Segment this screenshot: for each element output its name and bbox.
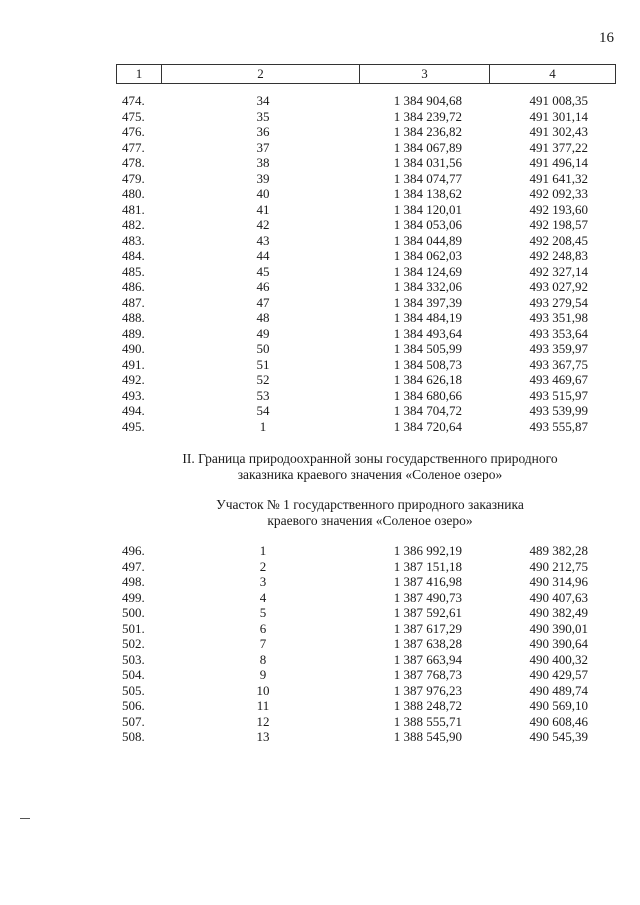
coord-y: 493 539,99	[529, 403, 588, 418]
coord-x: 1 387 663,94	[393, 651, 462, 667]
point-number: 44	[256, 248, 270, 263]
table-row	[0, 140, 640, 156]
coord-y: 490 212,75	[529, 558, 588, 574]
coord-y: 491 496,14	[529, 155, 588, 170]
margin-mark	[20, 818, 30, 819]
coord-x: 1 384 397,39	[393, 294, 462, 310]
coord-x: 1 384 332,06	[393, 279, 462, 294]
coord-x: 1 384 074,77	[393, 170, 462, 186]
row-index: 506.	[122, 698, 145, 713]
row-index: 476.	[122, 124, 145, 139]
row-index: 487.	[122, 294, 145, 310]
coord-y: 491 377,22	[529, 139, 588, 155]
point-number: 36	[256, 124, 270, 139]
coord-y: 489 382,28	[529, 543, 588, 558]
coord-y: 492 248,83	[529, 248, 588, 263]
coord-x: 1 384 239,72	[393, 108, 462, 124]
coord-y: 490 390,01	[529, 620, 588, 636]
coord-x: 1 387 768,73	[393, 667, 462, 682]
table-row	[0, 326, 640, 342]
coord-x: 1 384 626,18	[393, 372, 462, 387]
coord-x: 1 384 720,64	[393, 418, 462, 434]
row-index: 479.	[122, 170, 145, 186]
row-index: 498.	[122, 574, 145, 589]
coord-y: 492 208,45	[529, 232, 588, 248]
coord-y: 493 555,87	[529, 418, 588, 434]
point-number: 51	[256, 356, 270, 372]
row-index: 499.	[122, 589, 145, 605]
table-row	[0, 109, 640, 125]
coord-x: 1 388 555,71	[393, 713, 462, 729]
row-index: 502.	[122, 636, 145, 651]
coord-y: 493 515,97	[529, 387, 588, 403]
table-row	[0, 93, 640, 109]
point-number: 49	[256, 325, 270, 341]
point-number: 46	[256, 279, 270, 294]
coord-y: 490 545,39	[529, 729, 588, 744]
coord-x: 1 384 236,82	[393, 124, 462, 139]
section-heading-line-1: II. Граница природоохранной зоны государственного природного	[182, 451, 558, 466]
coord-x: 1 388 248,72	[393, 698, 462, 713]
point-number: 11	[256, 698, 270, 713]
coord-y: 493 027,92	[529, 279, 588, 294]
row-index: 495.	[122, 418, 145, 434]
coord-y: 491 302,43	[529, 124, 588, 139]
coord-x: 1 387 151,18	[393, 558, 462, 574]
point-number: 45	[256, 263, 270, 279]
row-index: 490.	[122, 341, 145, 356]
subsection-heading	[100, 497, 640, 529]
header-col-4: 4	[549, 66, 556, 81]
point-number: 34	[256, 93, 270, 108]
row-index: 508.	[122, 729, 145, 744]
point-number: 10	[256, 682, 270, 698]
subsection-heading-line-1: Участок № 1 государственного природного заказника	[216, 497, 524, 512]
coord-y: 490 390,64	[529, 636, 588, 651]
coord-x: 1 384 044,89	[393, 232, 462, 248]
coord-y: 490 429,57	[529, 667, 588, 682]
coord-x: 1 384 508,73	[393, 356, 462, 372]
table-row	[0, 590, 640, 606]
table-row	[0, 155, 640, 171]
coord-y: 492 198,57	[529, 217, 588, 232]
coord-y: 490 569,10	[529, 698, 588, 713]
coord-x: 1 384 505,99	[393, 341, 462, 356]
point-number: 3	[259, 574, 267, 589]
coord-x: 1 384 493,64	[393, 325, 462, 341]
coord-x: 1 384 680,66	[393, 387, 462, 403]
section-heading-line-2: заказника краевого значения «Соленое озеро»	[237, 467, 503, 482]
table-row	[0, 729, 640, 745]
table-row	[0, 605, 640, 621]
point-number: 9	[259, 667, 267, 682]
coord-x: 1 387 638,28	[393, 636, 462, 651]
table-row	[0, 714, 640, 730]
coord-x: 1 387 976,23	[393, 682, 462, 698]
coord-y: 493 353,64	[529, 325, 588, 341]
table-row	[0, 574, 640, 590]
coord-x: 1 384 904,68	[393, 93, 462, 108]
row-index: 500.	[122, 605, 145, 620]
row-index: 497.	[122, 558, 145, 574]
point-number: 52	[256, 372, 270, 387]
point-number: 5	[259, 605, 267, 620]
table-row	[0, 698, 640, 714]
table-row	[0, 186, 640, 202]
coord-y: 493 367,75	[529, 356, 588, 372]
row-index: 475.	[122, 108, 145, 124]
point-number: 1	[259, 543, 267, 558]
table-row	[0, 217, 640, 233]
point-number: 1	[259, 418, 267, 434]
coord-x: 1 384 704,72	[393, 403, 462, 418]
row-index: 480.	[122, 186, 145, 201]
table-header	[116, 64, 616, 84]
row-index: 483.	[122, 232, 145, 248]
row-index: 504.	[122, 667, 145, 682]
point-number: 39	[256, 170, 270, 186]
row-index: 503.	[122, 651, 145, 667]
row-index: 494.	[122, 403, 145, 418]
row-index: 488.	[122, 310, 145, 325]
table-row	[0, 652, 640, 668]
point-number: 38	[256, 155, 270, 170]
point-number: 37	[256, 139, 270, 155]
point-number: 7	[259, 636, 267, 651]
row-index: 478.	[122, 155, 145, 170]
coord-y: 490 314,96	[529, 574, 588, 589]
table-row	[0, 543, 640, 559]
point-number: 12	[256, 713, 270, 729]
table-row	[0, 124, 640, 140]
header-col-2: 2	[162, 65, 360, 83]
table-row	[0, 621, 640, 637]
coord-x: 1 384 062,03	[393, 248, 462, 263]
point-number: 43	[256, 232, 270, 248]
coord-y: 493 279,54	[529, 294, 588, 310]
point-number: 35	[256, 108, 270, 124]
point-number: 47	[256, 294, 270, 310]
table-row	[0, 636, 640, 652]
point-number: 42	[256, 217, 270, 232]
table-row	[0, 248, 640, 264]
table-row	[0, 372, 640, 388]
coord-x: 1 386 992,19	[393, 543, 462, 558]
row-index: 477.	[122, 139, 145, 155]
point-number: 41	[256, 201, 270, 217]
row-index: 484.	[122, 248, 145, 263]
point-number: 2	[259, 558, 267, 574]
table-row	[0, 279, 640, 295]
table-row	[0, 403, 640, 419]
subsection-heading-line-2: краевого значения «Соленое озеро»	[267, 513, 473, 528]
coord-y: 491 008,35	[529, 93, 588, 108]
table-row	[0, 295, 640, 311]
coord-y: 493 351,98	[529, 310, 588, 325]
coord-y: 491 641,32	[529, 170, 588, 186]
row-index: 486.	[122, 279, 145, 294]
coord-y: 490 608,46	[529, 713, 588, 729]
row-index: 492.	[122, 372, 145, 387]
row-index: 482.	[122, 217, 145, 232]
table-row	[0, 559, 640, 575]
row-index: 505.	[122, 682, 145, 698]
coord-x: 1 384 120,01	[393, 201, 462, 217]
coord-x: 1 384 053,06	[393, 217, 462, 232]
coord-x: 1 384 138,62	[393, 186, 462, 201]
point-number: 13	[256, 729, 270, 744]
row-index: 507.	[122, 713, 145, 729]
table-row	[0, 310, 640, 326]
row-index: 501.	[122, 620, 145, 636]
row-index: 496.	[122, 543, 145, 558]
table-row	[0, 419, 640, 435]
coord-x: 1 387 592,61	[393, 605, 462, 620]
coord-y: 492 193,60	[529, 201, 588, 217]
page-number: 16	[599, 30, 614, 46]
coord-x: 1 384 484,19	[393, 310, 462, 325]
coord-x: 1 387 416,98	[393, 574, 462, 589]
table-row	[0, 357, 640, 373]
coord-y: 492 092,33	[529, 186, 588, 201]
row-index: 485.	[122, 263, 145, 279]
coord-x: 1 387 490,73	[393, 589, 462, 605]
row-index: 491.	[122, 356, 145, 372]
point-number: 48	[256, 310, 270, 325]
table-row	[0, 264, 640, 280]
point-number: 4	[259, 589, 267, 605]
coord-y: 490 382,49	[529, 605, 588, 620]
coord-y: 493 359,97	[529, 341, 588, 356]
coord-x: 1 384 031,56	[393, 155, 462, 170]
coord-y: 490 489,74	[529, 682, 588, 698]
row-index: 493.	[122, 387, 145, 403]
table-row	[0, 388, 640, 404]
table-row	[0, 667, 640, 683]
coord-x: 1 387 617,29	[393, 620, 462, 636]
point-number: 54	[256, 403, 270, 418]
point-number: 8	[259, 651, 267, 667]
row-index: 474.	[122, 93, 145, 108]
table-row	[0, 171, 640, 187]
row-index: 481.	[122, 201, 145, 217]
coord-x: 1 384 124,69	[393, 263, 462, 279]
coord-y: 490 400,32	[529, 651, 588, 667]
point-number: 50	[256, 341, 270, 356]
table-row	[0, 202, 640, 218]
row-index: 489.	[122, 325, 145, 341]
header-col-1: 1	[117, 65, 162, 83]
point-number: 6	[259, 620, 267, 636]
coord-y: 490 407,63	[529, 589, 588, 605]
table-row	[0, 233, 640, 249]
point-number: 40	[256, 186, 270, 201]
coord-y: 493 469,67	[529, 372, 588, 387]
coord-x: 1 384 067,89	[393, 139, 462, 155]
coord-y: 491 301,14	[529, 108, 588, 124]
table-row	[0, 341, 640, 357]
coord-y: 492 327,14	[529, 263, 588, 279]
header-col-3: 3	[360, 65, 490, 83]
coordinates-table-part-2	[0, 543, 640, 745]
coordinates-table-part-1	[0, 93, 640, 434]
section-heading	[100, 451, 640, 483]
table-row	[0, 683, 640, 699]
point-number: 53	[256, 387, 270, 403]
coord-x: 1 388 545,90	[393, 729, 462, 744]
